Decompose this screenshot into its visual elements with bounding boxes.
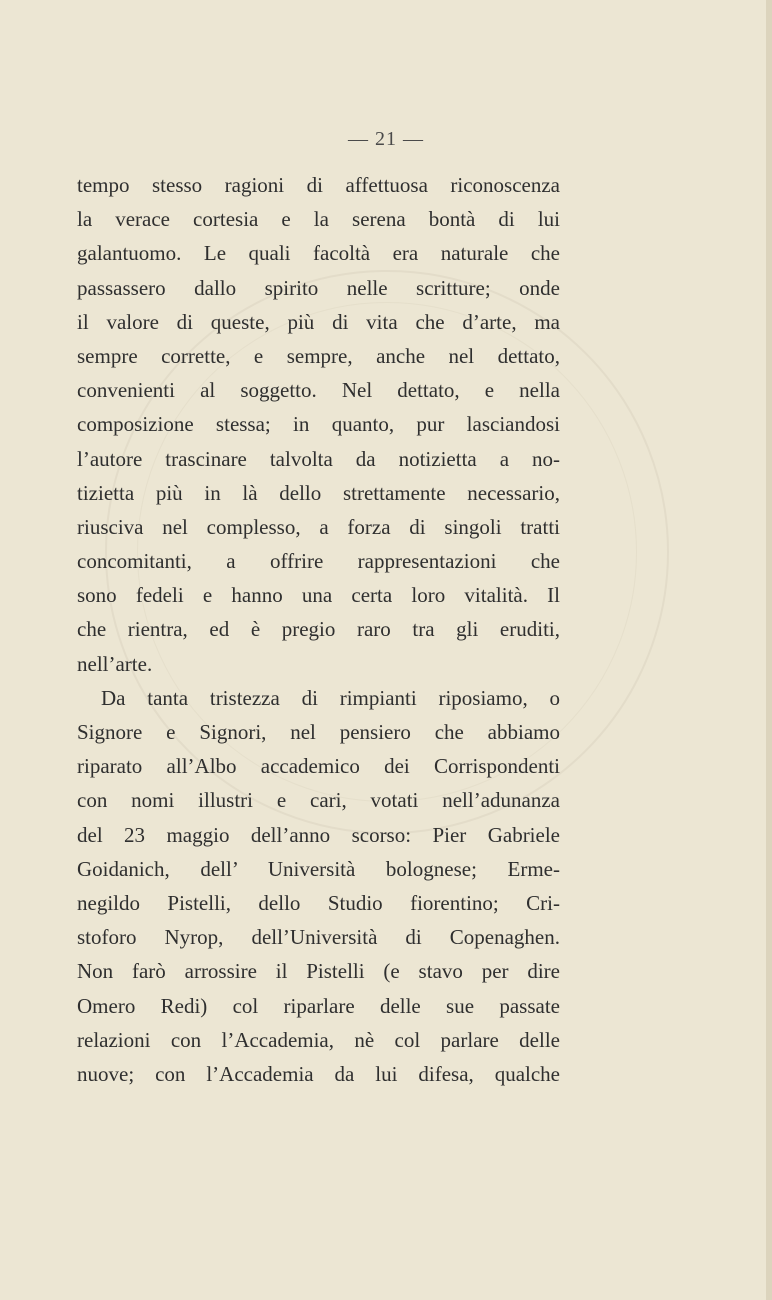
text-line: l’autore trascinare talvolta da notizietta a no- [77,446,560,471]
text-line: sono fedeli e hanno una certa loro vitalità. Il [77,583,560,608]
text-line: che rientra, ed è pregio raro tra gli eruditi, [77,617,560,642]
text-line: Omero Redi) col riparlare delle sue passate [77,993,560,1018]
body-text [77,168,560,1091]
text-line: Goidanich, dell’ Università bolognese; Erme- [77,856,560,881]
text-line: Signore e Signori, nel pensiero che abbiamo [77,720,560,744]
paragraph-1 [77,168,560,681]
text-line: concomitanti, a offrire rappresentazioni che [77,549,560,574]
text-line: Non farò arrossire il Pistelli (e stavo per dire [77,959,560,984]
text-line: riusciva nel complesso, a forza di singoli tratti [77,514,560,539]
text-line: negildo Pistelli, dello Studio fiorentino; Cri- [77,890,560,915]
text-line: stoforo Nyrop, dell’Università di Copenaghen. [77,925,560,950]
text-line: con nomi illustri e cari, votati nell’adunanza [77,788,560,813]
text-line: la verace cortesia e la serena bontà di lui [77,207,560,232]
text-line: del 23 maggio dell’anno scorso: Pier Gabriele [77,822,560,847]
text-line: il valore di queste, più di vita che d’arte, ma [77,309,560,334]
text-line: sempre corrette, e sempre, anche nel dettato, [77,343,560,368]
paragraph-2 [77,681,560,1091]
text-line: riparato all’Albo accademico dei Corrispondenti [77,754,560,779]
text-line: nuove; con l’Accademia da lui difesa, qualche [77,1061,560,1086]
text-line: nell’arte. [77,651,153,676]
page-edge [766,0,772,1300]
text-line: composizione stessa; in quanto, pur lasciandosi [77,412,560,437]
page-number: — 21 — [348,128,424,150]
text-line: convenienti al soggetto. Nel dettato, e nella [77,378,560,403]
text-line: tempo stesso ragioni di affettuosa riconoscenza [77,173,560,197]
text-line: passassero dallo spirito nelle scritture; onde [77,275,560,300]
text-line: tizietta più in là dello strettamente necessario, [77,480,560,505]
text-line: relazioni con l’Accademia, nè col parlare delle [77,1027,560,1052]
text-line: Da tanta tristezza di rimpianti riposiamo, o [101,685,560,710]
text-line: galantuomo. Le quali facoltà era naturale che [77,241,560,266]
